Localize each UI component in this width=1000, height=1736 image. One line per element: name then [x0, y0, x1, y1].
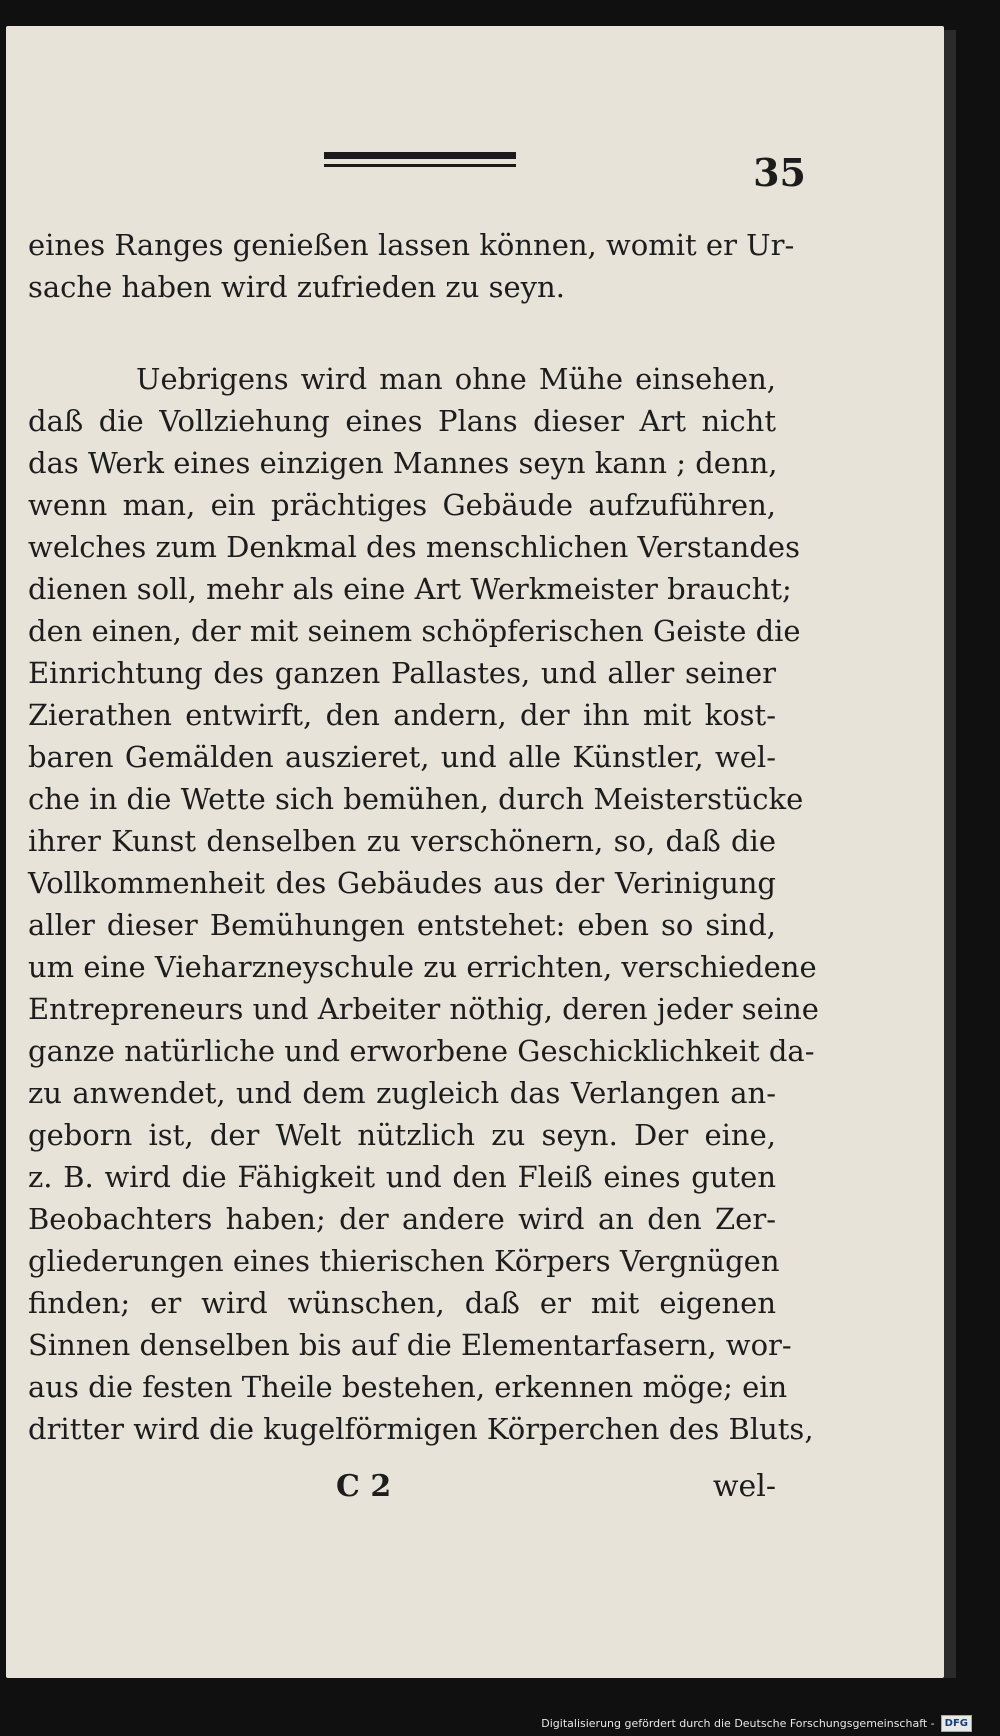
book-page: [6, 26, 944, 1678]
dfg-logo-icon: DFG: [941, 1715, 972, 1732]
text-line: Entrepreneurs und Arbeiter nöthig, deren jeder seine: [28, 992, 819, 1026]
text-line: eines Ranges genießen lassen können, womit er Ur-: [28, 228, 795, 262]
text-line: Einrichtung des ganzen Pallastes, und aller seiner: [28, 656, 776, 690]
text-line: dienen soll, mehr als eine Art Werkmeister braucht;: [28, 572, 792, 606]
text-line: ganze natürliche und erworbene Geschicklichkeit da-: [28, 1034, 815, 1068]
page-number: 35: [753, 150, 806, 195]
text-line: geborn ist, der Welt nützlich zu seyn. Der eine,: [28, 1118, 776, 1152]
text-line: zu anwendet, und dem zugleich das Verlangen an-: [28, 1076, 776, 1110]
text-line: Uebrigens wird man ohne Mühe einsehen,: [136, 362, 776, 396]
text-line: daß die Vollziehung eines Plans dieser Art nicht: [28, 404, 776, 438]
text-line: das Werk eines einzigen Mannes seyn kann ; denn,: [28, 446, 778, 480]
text-line: Vollkommenheit des Gebäudes aus der Verinigung: [28, 866, 776, 900]
text-line: gliederungen eines thierischen Körpers Vergnügen: [28, 1244, 780, 1278]
text-line: ihrer Kunst denselben zu verschönern, so, daß die: [28, 824, 776, 858]
text-line: um eine Vieharzneyschule zu errichten, verschiedene: [28, 950, 817, 984]
text-line: Beobachters haben; der andere wird an den Zer-: [28, 1202, 776, 1236]
header-rule-thin: [324, 164, 516, 167]
page-footer: [28, 1464, 776, 1510]
credit-text: Digitalisierung gefördert durch die Deutsche Forschungsgemeinschaft -: [541, 1716, 935, 1730]
body-text: [28, 224, 819, 1450]
text-line: Sinnen denselben bis auf die Elementarfasern, wor-: [28, 1328, 792, 1362]
text-line: finden; er wird wünschen, daß er mit eigenen: [28, 1286, 776, 1320]
header-rule-thick: [324, 152, 516, 159]
signature-mark: C 2: [336, 1469, 392, 1504]
text-line: baren Gemälden auszieret, und alle Künstler, wel-: [28, 740, 776, 774]
catchword: wel-: [712, 1469, 776, 1504]
text-line: aller dieser Bemühungen entstehet: eben so sind,: [28, 908, 776, 942]
text-line: Zierathen entwirft, den andern, der ihn mit kost-: [28, 698, 776, 732]
text-line: sache haben wird zufrieden zu seyn.: [28, 270, 565, 304]
header-rule: [324, 152, 516, 176]
page-edge-shadow: [944, 30, 956, 1678]
paragraph-gap: [28, 308, 776, 358]
text-line: den einen, der mit seinem schöpferischen Geiste die: [28, 614, 801, 648]
text-line: aus die festen Theile bestehen, erkennen möge; ein: [28, 1370, 788, 1404]
digitization-credit: [541, 1714, 972, 1732]
text-line: che in die Wette sich bemühen, durch Meisterstücke: [28, 782, 804, 816]
text-line: welches zum Denkmal des menschlichen Verstandes: [28, 530, 800, 564]
text-line: z. B. wird die Fähigkeit und den Fleiß eines guten: [28, 1160, 776, 1194]
text-line: dritter wird die kugelförmigen Körperchen des Bluts,: [28, 1412, 814, 1446]
text-line: wenn man, ein prächtiges Gebäude aufzuführen,: [28, 488, 776, 522]
